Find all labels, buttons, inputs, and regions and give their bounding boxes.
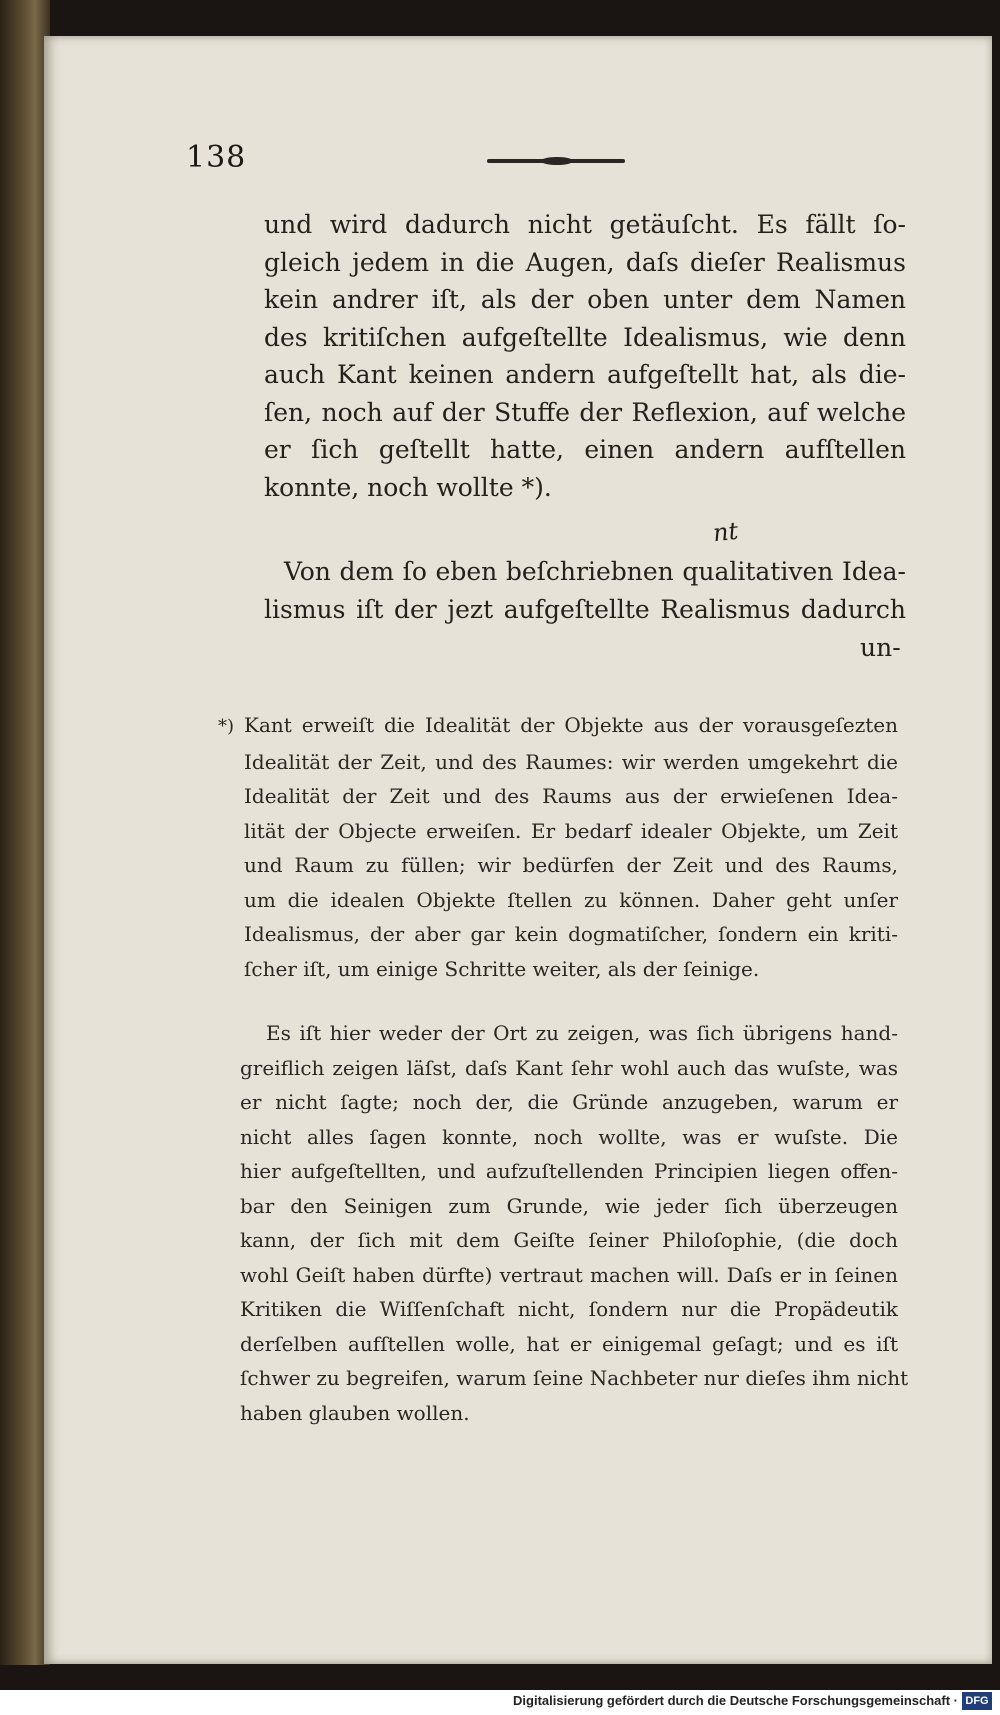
footnote-line: hier aufgeſtellten, und aufzuſtellenden Principien liegen offen- xyxy=(240,1159,898,1183)
footnote-line: um die idealen Objekte ſtellen zu können. Daher geht unſer xyxy=(244,887,898,912)
footnote-line: ſchwer zu begreifen, warum ſeine Nachbeter nur dieſes ihm nicht xyxy=(240,1366,909,1390)
text-line: lismus iſt der jezt aufgeſtellte Realismus dadurch xyxy=(264,594,906,624)
footnote-line: haben glauben wollen. xyxy=(240,1400,470,1425)
text-line: er ſich geſtellt hatte, einen andern aufſtellen xyxy=(264,435,906,464)
footnote-line: bar den Seinigen zum Grunde, wie jeder ſich überzeugen xyxy=(240,1193,898,1218)
footnote-line: Idealismus, der aber gar kein dogmatiſcher, ſondern ein kriti- xyxy=(244,922,898,946)
footnote-text: Kant erweiſt die Idealität der Objekte aus der vorausgeſezten xyxy=(244,713,898,737)
handwritten-annotation: nt xyxy=(711,516,740,548)
text-line: des kritiſchen aufgeſtellte Idealismus, wie denn xyxy=(264,322,906,352)
page-number: 138 xyxy=(186,140,247,175)
footnote-line: kann, der ſich mit dem Geiſte ſeiner Philoſophie, (die doch xyxy=(240,1228,898,1252)
footnote-line: derſelben aufſtellen wolle, hat er einigemal geſagt; und es iſt xyxy=(240,1331,898,1356)
text-line: und wird dadurch nicht getäuſcht. Es fällt ſo- xyxy=(264,210,906,239)
footnote-line: Idealität der Zeit, und des Raumes: wir werden umgekehrt die xyxy=(244,749,898,774)
footnote-line: greiflich zeigen läſst, daſs Kant ſehr wohl auch das wuſste, was xyxy=(240,1055,898,1080)
footnote-marker: *) xyxy=(218,716,235,737)
header-ornament-rule xyxy=(487,159,625,163)
footer-credit: Digitalisierung gefördert durch die Deutsche Forschungsgemeinschaft · xyxy=(513,1693,958,1708)
text-line: ſen, noch auf der Stuffe der Reflexion, auf welche xyxy=(264,397,906,427)
paragraph-1 xyxy=(264,206,906,506)
footnote-line: lität der Objecte erweiſen. Er bedarf idealer Objekte, um Zeit xyxy=(244,818,898,843)
footnote-line: Es iſt hier weder der Ort zu zeigen, was ſich übrigens hand- xyxy=(266,1021,898,1045)
digitization-footer xyxy=(0,1690,1000,1715)
dfg-logo: DFG xyxy=(962,1692,992,1710)
text-line: konnte, noch wollte *). xyxy=(264,472,552,502)
catchword: un- xyxy=(860,633,901,662)
footnote-line: nicht alles ſagen konnte, noch wollte, was er wuſste. Die xyxy=(240,1124,898,1149)
book-binding-edge xyxy=(0,0,50,1665)
paragraph-2 xyxy=(264,553,906,628)
footnote-line xyxy=(218,708,898,745)
text-line: gleich jedem in die Augen, daſs dieſer Realismus xyxy=(264,247,906,277)
footnote-line: ſcher iſt, um einige Schritte weiter, als der ſeinige. xyxy=(244,956,760,981)
footnote-1 xyxy=(218,708,898,986)
footnote-line: und Raum zu füllen; wir bedürfen der Zeit und des Raums, xyxy=(244,853,898,877)
text-line: kein andrer iſt, als der oben unter dem Namen xyxy=(264,285,906,314)
text-line: Von dem ſo eben beſchriebnen qualitativen Idea- xyxy=(284,557,906,586)
footnote-line: wohl Geiſt haben dürfte) vertraut machen will. Daſs er in ſeinen xyxy=(240,1262,898,1287)
footnote-line: Idealität der Zeit und des Raums aus der erwieſenen Idea- xyxy=(244,784,898,808)
footnote-line: er nicht ſagte; noch der, die Gründe anzugeben, warum er xyxy=(240,1090,898,1114)
footnote-line: Kritiken die Wiſſenſchaft nicht, ſondern nur die Propädeutik xyxy=(240,1297,898,1321)
footnote-2 xyxy=(240,1016,909,1430)
text-line: auch Kant keinen andern aufgeſtellt hat, als die- xyxy=(264,360,906,389)
